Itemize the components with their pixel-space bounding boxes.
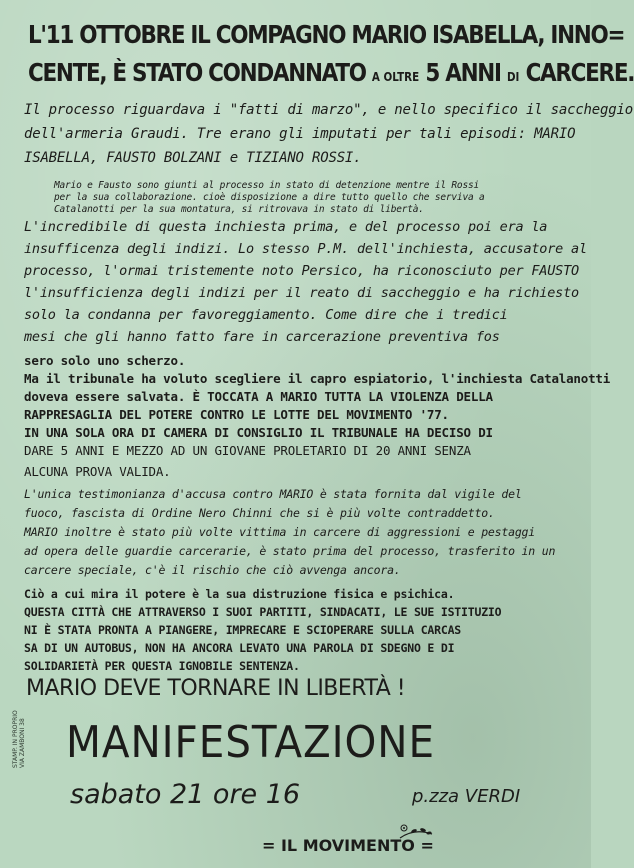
slogan: MARIO DEVE TORNARE IN LIBERTÀ ! bbox=[26, 676, 406, 701]
text-line: DARE 5 ANNI E MEZZO AD UN GIOVANE PROLETARIO DI 20 ANNI SENZA bbox=[24, 443, 471, 458]
headline-line-2 bbox=[28, 56, 634, 94]
note-paragraph bbox=[54, 180, 485, 216]
signature: = IL MOVIMENTO = bbox=[262, 836, 434, 855]
event-date: sabato 21 ore 16 bbox=[70, 779, 301, 810]
text-line: ISABELLA, FAUSTO BOLZANI e TIZIANO ROSSI. bbox=[24, 150, 362, 166]
testimony-paragraph bbox=[24, 485, 555, 580]
tribunal-paragraph bbox=[24, 352, 610, 442]
event-title: MANIFESTAZIONE bbox=[66, 717, 435, 768]
text-line: ad opera delle guardie carcerarie, è stato prima del processo, trasferito in un bbox=[24, 544, 556, 558]
sentence-paragraph bbox=[24, 440, 471, 482]
text-line: ALCUNA PROVA VALIDA. bbox=[24, 464, 171, 479]
text-line: SOLIDARIETÀ PER QUESTA IGNOBILE SENTENZA. bbox=[24, 659, 300, 673]
text-line: QUESTA CITTÀ CHE ATTRAVERSO I SUOI PARTITI, SINDACATI, LE SUE ISTITUZIO bbox=[24, 605, 502, 619]
text-line: Catalanotti per la sua montatura, si ritrovava in stato di libertà. bbox=[54, 204, 424, 215]
text-line: solo la condanna per favoreggiamento. Come dire che i tredici bbox=[24, 307, 508, 323]
text-line: IN UNA SOLA ORA DI CAMERA DI CONSIGLIO IL TRIBUNALE HA DECISO DI bbox=[24, 425, 493, 440]
text-line: SA DI UN AUTOBUS, NON HA ANCORA LEVATO UNA PAROLA DI SDEGNO E DI bbox=[24, 641, 455, 655]
body-paragraph bbox=[24, 216, 587, 348]
text-line: L'incredibile di questa inchiesta prima, e del processo poi era la bbox=[24, 219, 548, 235]
text-line: insufficenza degli indizi. Lo stesso P.M. dell'inchiesta, accusatore al bbox=[24, 241, 587, 257]
city-paragraph bbox=[24, 585, 501, 675]
headline-part: CARCERE. bbox=[525, 58, 634, 87]
text-line: mesi che gli hanno fatto fare in carcerazione preventiva fos bbox=[24, 329, 500, 345]
text-line: doveva essere salvata. È TOCCATA A MARIO TUTTA LA VIOLENZA DELLA bbox=[24, 389, 493, 404]
text-line: fuoco, fascista di Ordine Nero Chinni che si è più volte contraddetto. bbox=[24, 506, 495, 520]
text-line: L'unica testimonianza d'accusa contro MARIO è stata fornita dal vigile del bbox=[24, 487, 522, 501]
intro-paragraph bbox=[24, 98, 633, 170]
text-line: Ciò a cui mira il potere è la sua distruzione fisica e psichica. bbox=[24, 587, 455, 601]
headline-part: CENTE, È STATO CONDANNATO bbox=[28, 58, 366, 87]
text-line: processo, l'ormai tristemente noto Persico, ha riconosciuto per FAUSTO bbox=[24, 263, 579, 279]
text-line: sero solo uno scherzo. bbox=[24, 353, 186, 368]
text-line: dell'armeria Graudi. Tre erano gli imputati per tali episodi: MARIO bbox=[24, 126, 576, 142]
text-line: MARIO inoltre è stato più volte vittima in carcere di aggressioni e pestaggi bbox=[24, 525, 535, 539]
headline-line-1: L'11 OTTOBRE IL COMPAGNO MARIO ISABELLA, INNO= bbox=[28, 20, 625, 49]
text-line: per la sua collaborazione. cioè disposizione a dire tutto quello che serviva a bbox=[54, 192, 485, 203]
text-line: NI È STATA PRONTA A PIANGERE, IMPRECARE E SCIOPERARE SULLA CARCAS bbox=[24, 623, 462, 637]
stamp-line: VIA ZAMBONI 38 bbox=[19, 718, 26, 768]
text-line: Il processo riguardava i "fatti di marzo", e nello specifico il saccheggio bbox=[24, 102, 633, 118]
text-line: l'insufficienza degli indizi per il reato di saccheggio e ha richiesto bbox=[24, 285, 579, 301]
headline-small: A OLTRE bbox=[371, 70, 420, 84]
headline-part: 5 ANNI bbox=[425, 58, 501, 87]
text-line: carcere speciale, c'è il rischio che ciò avvenga ancora. bbox=[24, 563, 401, 577]
headline-small: DI bbox=[506, 70, 520, 84]
text-line: Ma il tribunale ha voluto scegliere il capro espiatorio, l'inchiesta Catalanotti bbox=[24, 371, 611, 386]
stamp-line: STAMP. IN PROPRIO bbox=[12, 710, 19, 768]
printer-stamp bbox=[12, 710, 26, 768]
text-line: RAPPRESAGLIA DEL POTERE CONTRO LE LOTTE DEL MOVIMENTO '77. bbox=[24, 407, 449, 422]
event-place: p.zza VERDI bbox=[412, 786, 521, 807]
text-line: Mario e Fausto sono giunti al processo in stato di detenzione mentre il Rossi bbox=[54, 180, 480, 191]
